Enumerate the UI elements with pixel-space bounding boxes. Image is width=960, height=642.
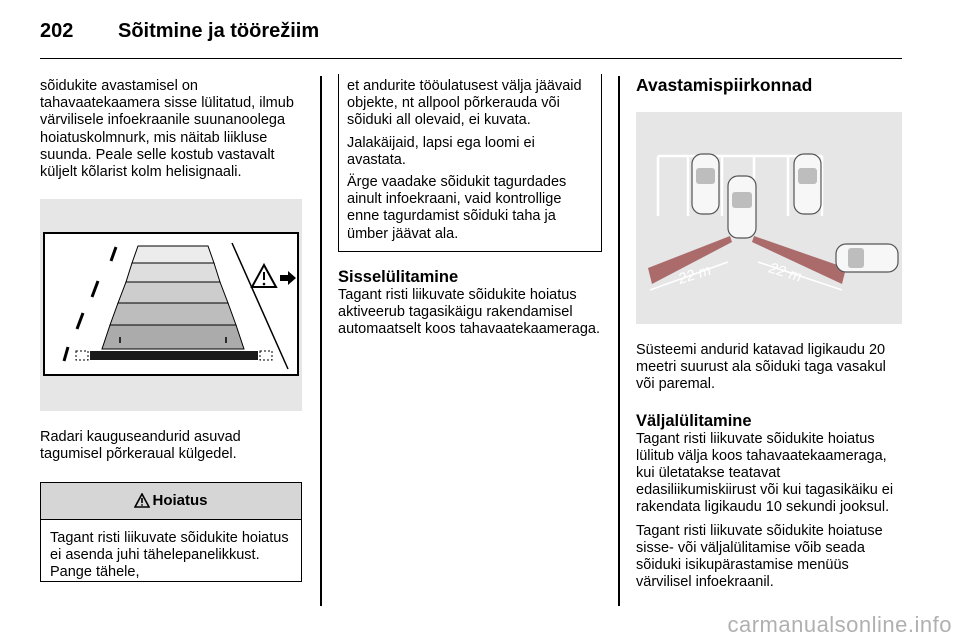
distance-label-right: 22 m [766, 259, 804, 286]
sensors-paragraph: Radari kauguseandurid asuvad tagumisel põrkeraual külgedel. [40, 429, 241, 463]
warning-triangle-icon [134, 493, 150, 508]
detection-paragraph: Süsteemi andurid katavad ligikaudu 20 meetri suurust ala sõiduki taga vasakul või paremal. [636, 342, 886, 393]
intro-paragraph: sõidukite avastamisel on tahavaatekaamera sisse lülitatud, ilmub värvilisele infoekraanile suunanoolega hoiatuskolmnurk, mis näitab liikluse suunda. Peale selle kostub vastavalt küljelt kõlarist kolm helisignaali. [40, 78, 294, 181]
deactivation-paragraph-2: Tagant risti liikuvate sõidukite hoiatuse sisse- või väljalülitamise võib seada sõiduki isikupärastamise menüüs värvilisel infoekraanil. [636, 522, 883, 591]
watermark: carmanualsonline.info [727, 612, 952, 637]
distance-label-left: 22 m [676, 261, 714, 288]
warning-title [41, 482, 301, 520]
column-2 [338, 74, 602, 338]
camera-display-illustration [40, 199, 302, 411]
section-heading-deactivation: Väljalülitamine [636, 411, 752, 430]
warning-title-text: Hoiatus [152, 492, 208, 510]
activation-paragraph: Tagant risti liikuvate sõidukite hoiatus aktiveerub tagasikäigu rakendamisel automaatselt koos tahavaatekaameraga. [338, 286, 600, 338]
column-divider-1 [320, 76, 322, 606]
warning-box-continued [338, 74, 602, 252]
page-title: Sõitmine ja töörežiim [118, 20, 320, 42]
warning-text: Tagant risti liikuvate sõidukite hoiatus ei asenda juhi tähelepanelikkust. Pange tähele, [50, 529, 289, 581]
rear-camera-display-icon [40, 199, 302, 411]
column-3 [636, 74, 902, 591]
page-header [40, 18, 902, 59]
section-heading-detection-zones: Avastamispiirkonnad [636, 75, 813, 95]
warning-box [40, 482, 302, 583]
warning-continued-paragraph-1: et andurite tööulatusest välja jäävaid objekte, nt allpool põrkerauda või sõiduki all olevaid, ei kuvata. [347, 78, 582, 129]
warning-continued-paragraph-3: Ärge vaadake sõidukit tagurdades ainult infoekraani, vaid kontrollige enne tagurdamist sõiduki taha ja ümber jäävat ala. [347, 174, 567, 242]
column-divider-2 [618, 76, 620, 606]
parking-detection-icon [636, 112, 902, 324]
column-1 [40, 78, 302, 582]
deactivation-paragraph-1: Tagant risti liikuvate sõidukite hoiatus lülitub välja koos tahavaatekaameraga, kui ületatakse teatavat edasiliikumiskiirust või kui tagasikäiku ei rakendata ligikaudu 10 sekundi jooksul. [636, 430, 894, 516]
detection-zones-illustration [636, 112, 902, 324]
page-number: 202 [40, 20, 74, 42]
section-heading-activation: Sisselülitamine [338, 267, 459, 286]
warning-continued-paragraph-2: Jalakäijaid, lapsi ega loomi ei avastata. [347, 134, 535, 168]
